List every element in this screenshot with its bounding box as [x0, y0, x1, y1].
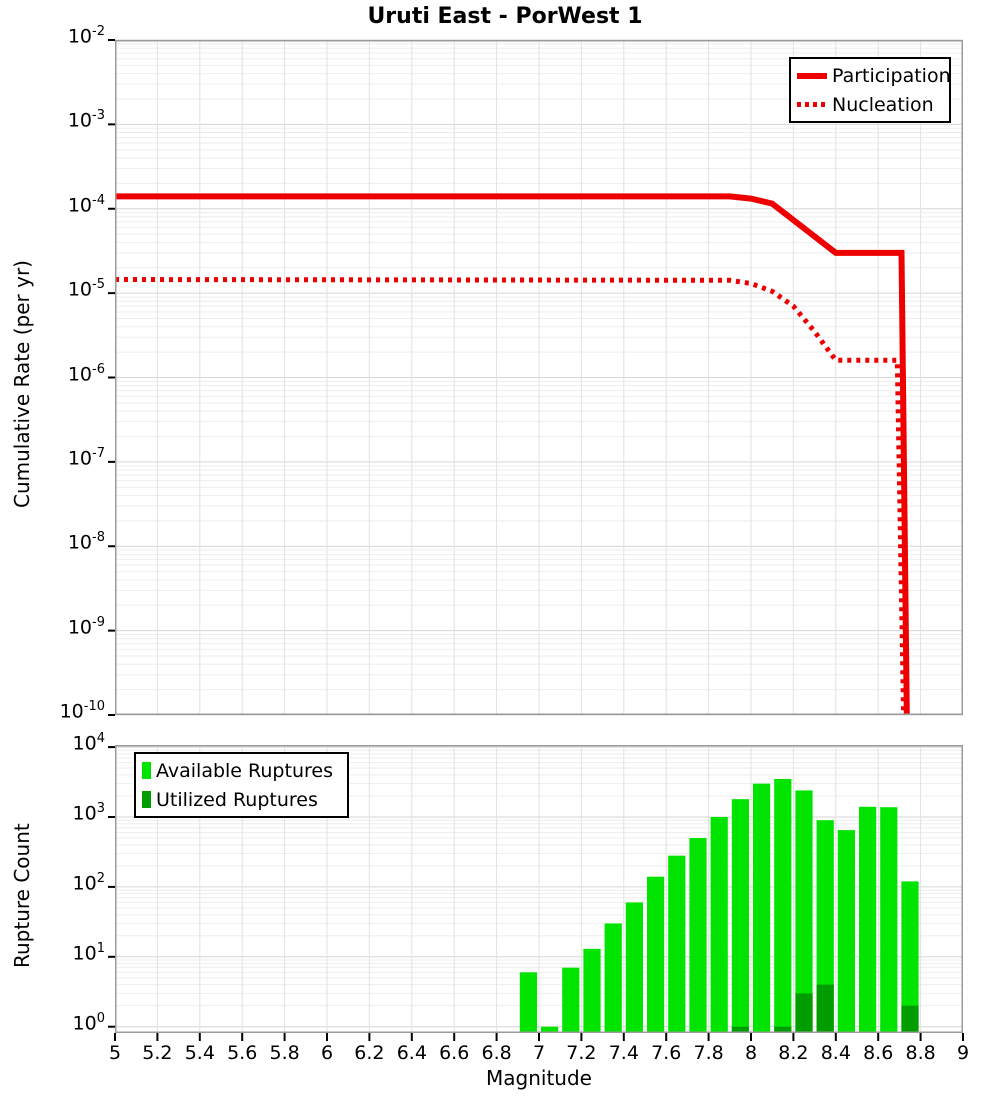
legend-item-participation [797, 62, 951, 89]
x-tick-label: 6.4 [396, 1042, 427, 1064]
y-tick-label: $10^{-6}$ [67, 361, 105, 385]
available-bar [753, 784, 770, 1033]
x-tick-label: 5.2 [142, 1042, 173, 1064]
available-bar [859, 807, 876, 1033]
x-tick-label: 7.2 [566, 1042, 597, 1064]
x-axis-title: Magnitude [486, 1066, 592, 1090]
available-bar [647, 877, 664, 1033]
y-tick-label: $10^{-2}$ [67, 24, 105, 48]
y-tick-label: $10^{-5}$ [67, 277, 105, 301]
chart-title: Uruti East - PorWest 1 [367, 4, 643, 29]
available-ruptures-swatch [142, 762, 151, 779]
legend-item-utilized [142, 786, 339, 813]
utilized-bar [795, 993, 812, 1033]
y-tick-label: $10^{-8}$ [67, 530, 105, 554]
top-plot-svg [115, 40, 963, 715]
y-tick-label: $10^4$ [72, 731, 105, 755]
nucleation-line-swatch [797, 102, 827, 107]
available-bar [520, 972, 537, 1033]
available-bar [668, 856, 685, 1033]
x-tick-label: 6.8 [481, 1042, 512, 1064]
available-bar [626, 902, 643, 1033]
y-tick-label: $10^{-7}$ [67, 445, 105, 470]
x-tick-label: 8 [744, 1042, 758, 1064]
available-bar [774, 779, 791, 1033]
legend-label: Utilized Ruptures [156, 788, 318, 811]
x-tick-label: 5.6 [227, 1042, 258, 1064]
y-tick-label: $10^{-10}$ [59, 699, 105, 723]
x-tick-label: 7.6 [651, 1042, 682, 1064]
y-tick-label: $10^1$ [72, 940, 105, 965]
cumulative-rate-panel [115, 40, 963, 715]
y-tick-label: $10^{-3}$ [67, 108, 105, 132]
available-bar [838, 830, 855, 1033]
y-tick-label: $10^{-9}$ [67, 614, 105, 638]
legend-label: Nucleation [832, 93, 934, 116]
legend-label: Participation [832, 64, 951, 87]
x-tick-label: 5.8 [269, 1042, 300, 1064]
utilized-ruptures-swatch [142, 791, 151, 808]
x-tick-label: 6.2 [354, 1042, 385, 1064]
legend-item-available [142, 757, 339, 784]
y-tick-label: $10^2$ [72, 870, 105, 895]
x-tick-label: 7 [532, 1042, 546, 1064]
legend-item-nucleation [797, 91, 941, 118]
legend-label: Available Ruptures [156, 759, 333, 782]
x-tick-label: 8.6 [863, 1042, 894, 1064]
available-bar [689, 838, 706, 1033]
bottom-legend [134, 752, 349, 818]
x-tick-label: 7.4 [608, 1042, 639, 1064]
available-bar [605, 923, 622, 1033]
x-tick-label: 6.6 [439, 1042, 470, 1064]
participation-line-swatch [797, 73, 827, 79]
participation-line [115, 196, 907, 715]
available-bar [711, 817, 728, 1033]
available-bar [583, 949, 600, 1033]
x-tick-label: 8.4 [820, 1042, 851, 1064]
available-bar [880, 807, 897, 1033]
y-axis-title-top: Cumulative Rate (per yr) [10, 260, 34, 508]
available-bar [562, 968, 579, 1033]
x-tick-label: 6 [320, 1042, 334, 1064]
top-legend [789, 57, 951, 123]
utilized-bar [817, 985, 834, 1033]
y-tick-label: $10^3$ [72, 801, 105, 825]
y-tick-label: $10^0$ [72, 1010, 105, 1035]
x-tick-label: 7.8 [693, 1042, 724, 1064]
y-tick-label: $10^{-4}$ [67, 192, 105, 217]
x-tick-label: 5 [108, 1042, 122, 1064]
x-tick-label: 8.2 [778, 1042, 809, 1064]
available-bar [732, 799, 749, 1033]
utilized-bar [901, 1006, 918, 1033]
x-tick-label: 9 [956, 1042, 970, 1064]
x-tick-label: 5.4 [184, 1042, 215, 1064]
x-tick-label: 8.8 [905, 1042, 936, 1064]
y-axis-title-bottom: Rupture Count [10, 823, 34, 968]
